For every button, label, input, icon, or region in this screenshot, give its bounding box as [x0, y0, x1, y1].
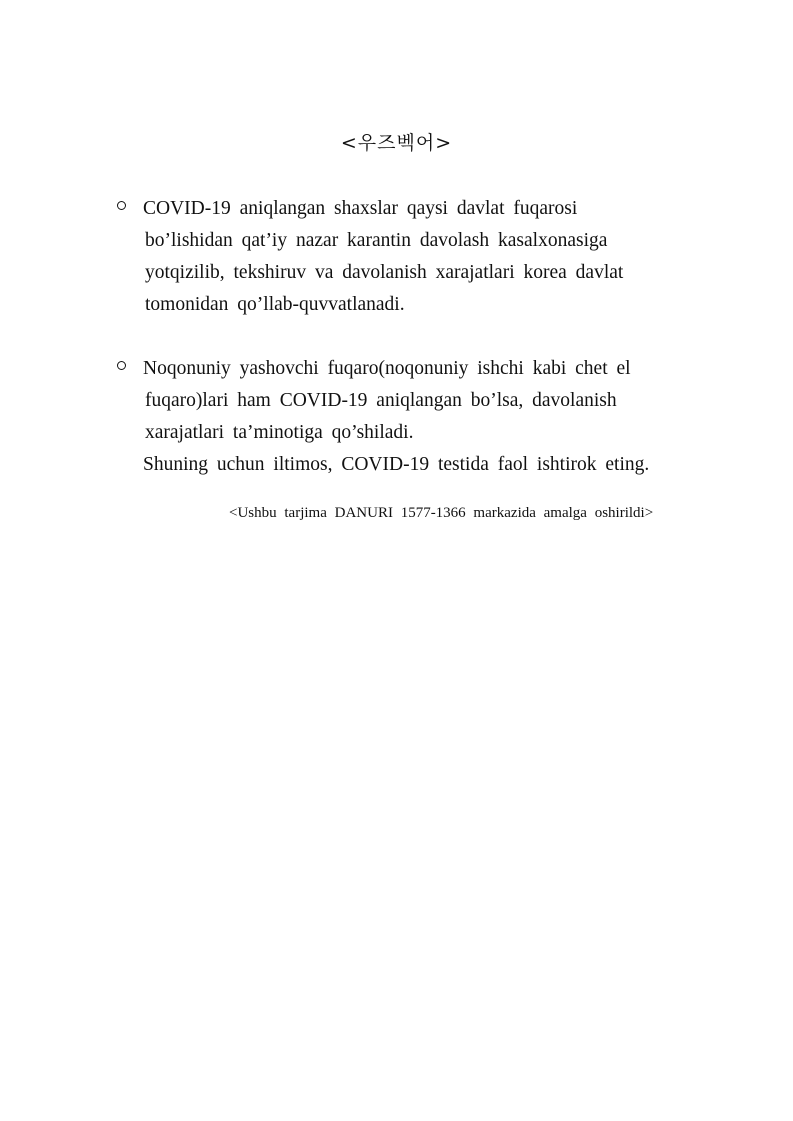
translation-note: <Ushbu tarjima DANURI 1577-1366 markazida amalga oshirildi> [229, 505, 654, 521]
bullet-text-line: yotqizilib, tekshiruv va davolanish xarajatlari korea davlat [145, 262, 624, 283]
page-title: <우즈벡어> [340, 132, 453, 154]
bullet-text-line: bo’lishidan qat’iy nazar karantin davolash kasalxonasiga [145, 230, 608, 251]
bullet-item [117, 353, 677, 481]
hollow-circle-bullet-icon [117, 361, 126, 370]
bullet-text-line: Shuning uchun iltimos, COVID-19 testida faol ishtirok eting. [143, 454, 650, 475]
bullet-text-line: COVID-19 aniqlangan shaxslar qaysi davlat fuqarosi [143, 198, 578, 219]
bullet-text-line: tomonidan qo’llab-quvvatlanadi. [145, 294, 405, 315]
bullet-text-line: fuqaro)lari ham COVID-19 aniqlangan bo’lsa, davolanish [145, 390, 617, 411]
bullet-item [117, 193, 677, 321]
hollow-circle-bullet-icon [117, 201, 126, 210]
bullet-text-line: xarajatlari ta’minotiga qo’shiladi. [145, 422, 414, 443]
bullet-text-line: Noqonuniy yashovchi fuqaro(noqonuniy ishchi kabi chet el [143, 358, 631, 379]
